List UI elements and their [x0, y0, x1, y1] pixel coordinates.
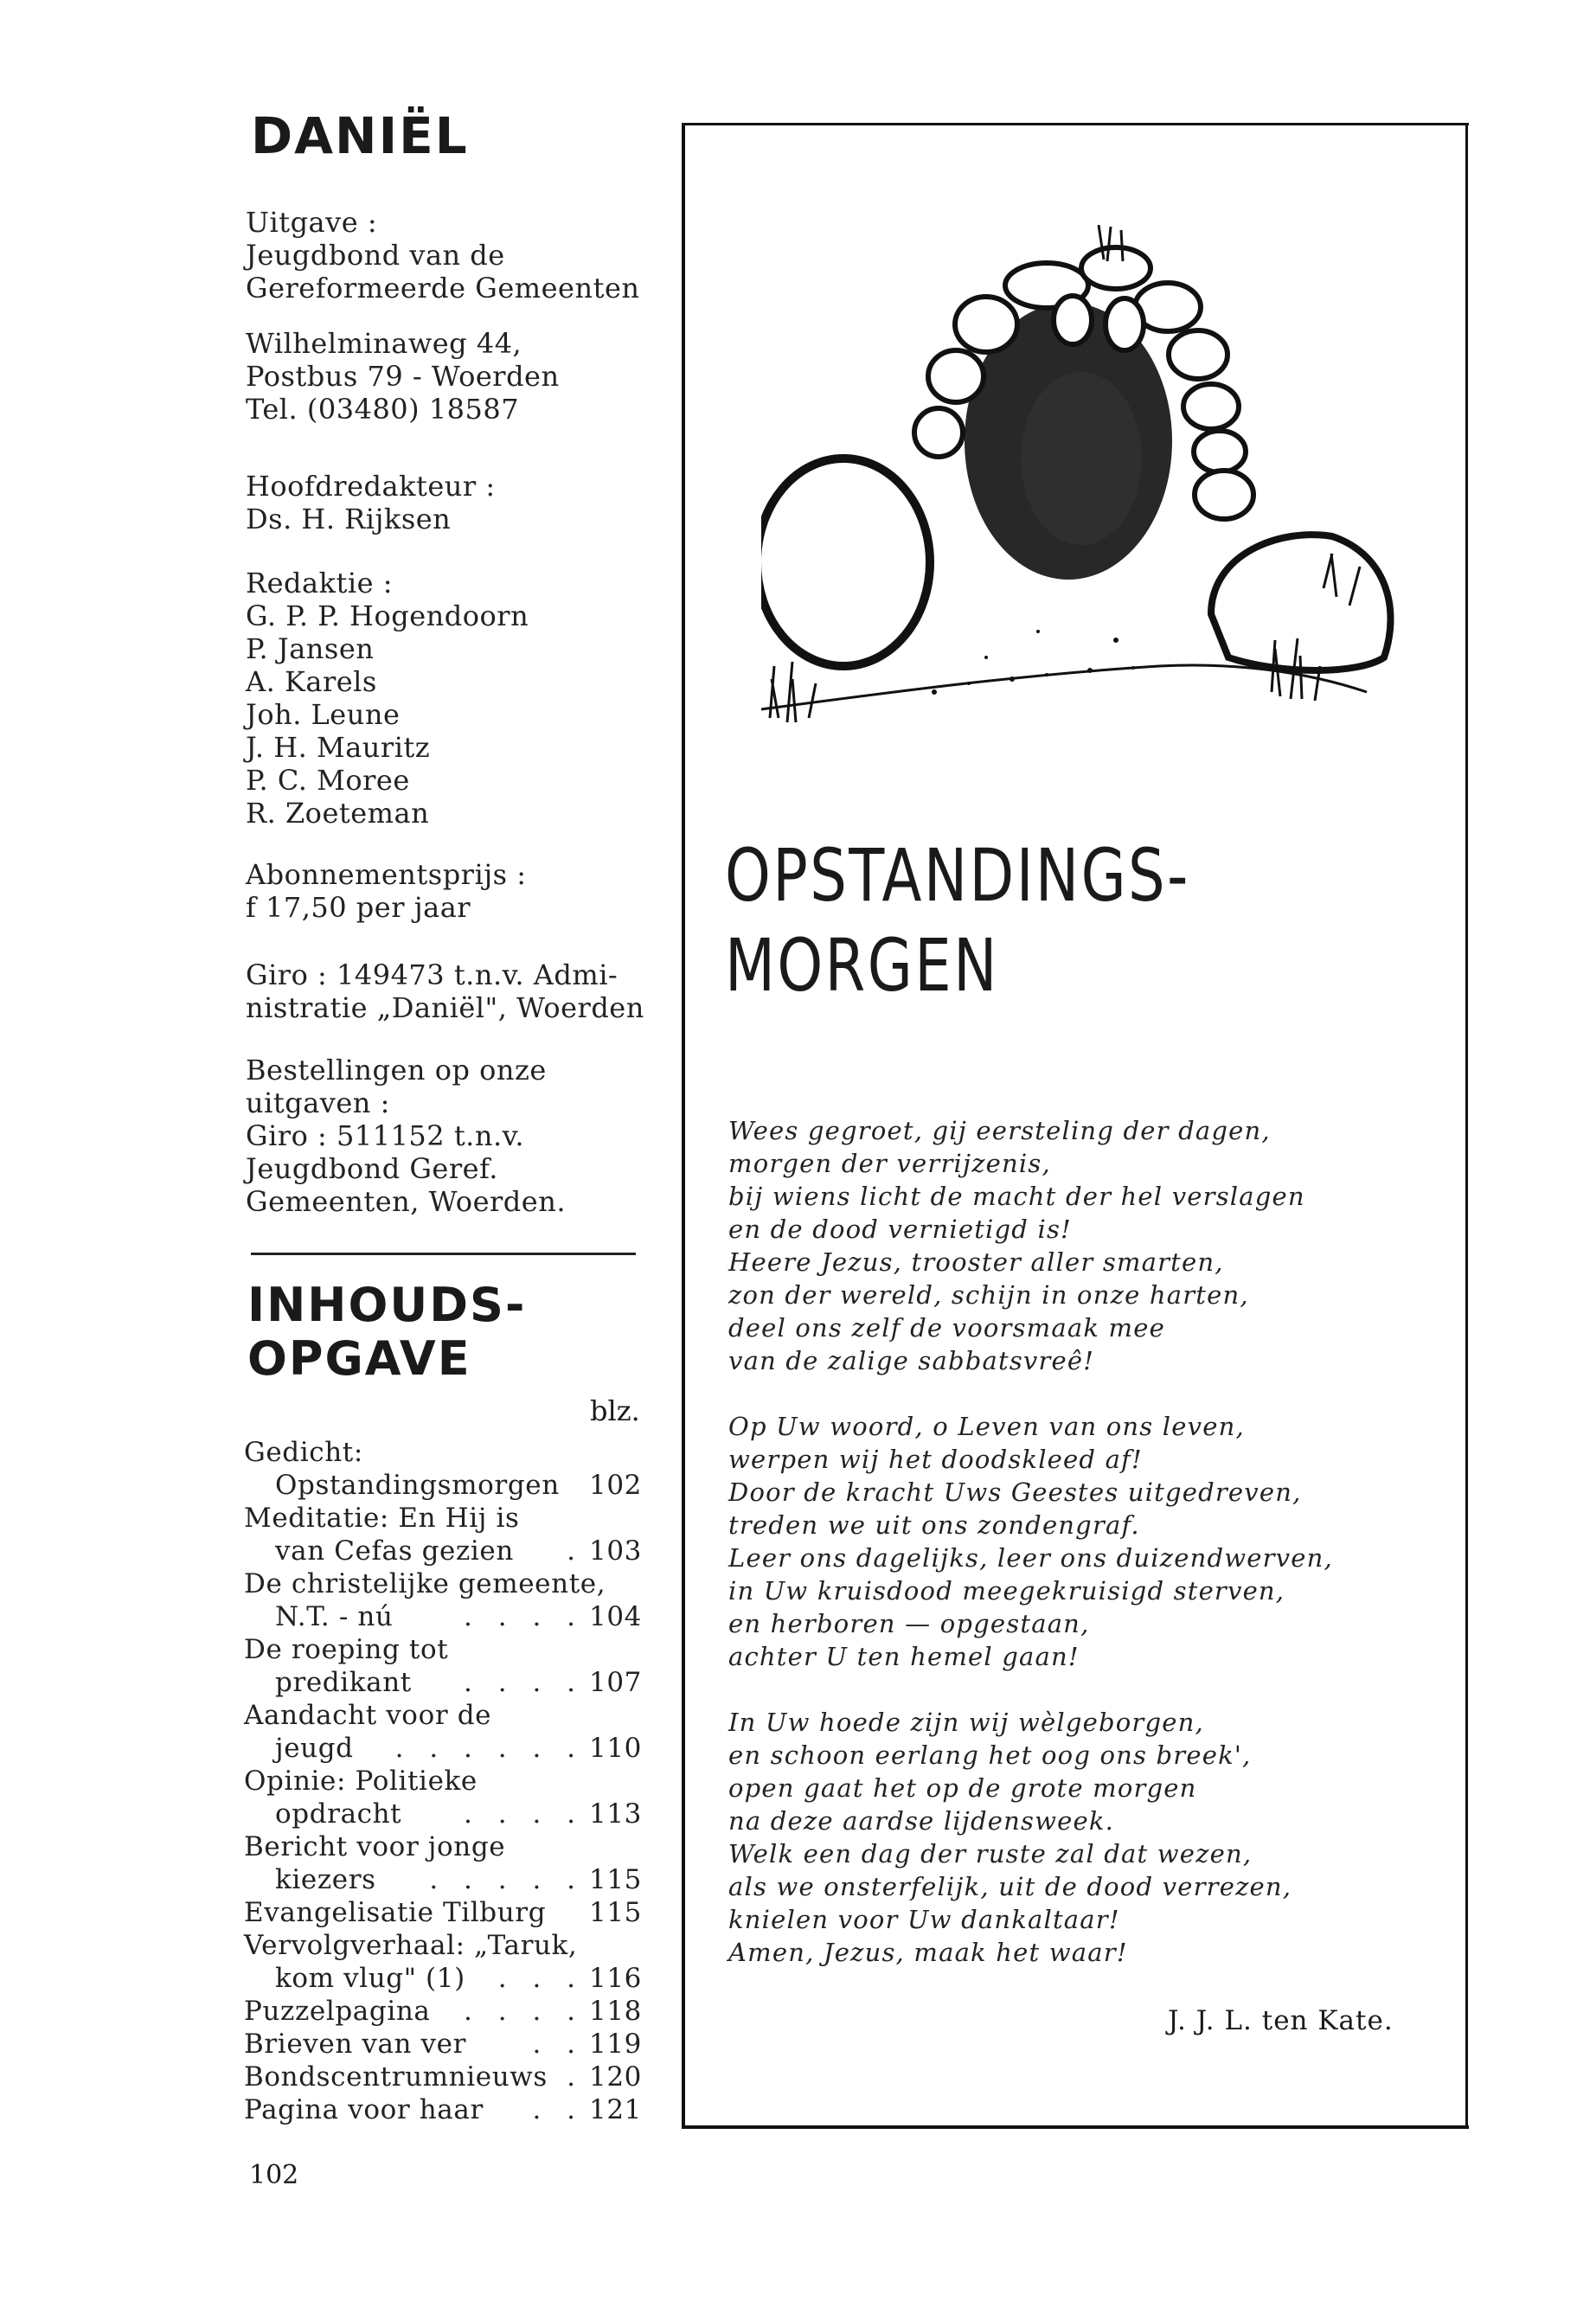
orders-line: uitgaven :	[246, 1086, 390, 1119]
subscription-price: f 17,50 per jaar	[246, 891, 471, 924]
poem-line: Heere Jezus, trooster aller smarten,	[728, 1247, 1224, 1277]
giro-line: nistratie „Daniël", Woerden	[246, 991, 644, 1024]
toc-entry-label: predikant	[275, 1667, 412, 1698]
toc-entry-label: Evangelisatie Tilburg	[244, 1897, 547, 1928]
empty-tomb-illustration	[761, 225, 1401, 761]
toc-entry-label: opdracht	[275, 1798, 402, 1830]
poem-line: en schoon eerlang het oog ons breek',	[728, 1740, 1252, 1770]
toc-page-column-label: blz.	[590, 1394, 640, 1427]
toc-leader-dots: . . . . . .	[394, 1733, 585, 1764]
poem-line: treden we uit ons zondengraf.	[728, 1510, 1140, 1540]
poem-line: werpen wij het doodskleed af!	[728, 1445, 1143, 1474]
toc-page-number: 115	[589, 1864, 642, 1895]
toc-list	[244, 1436, 642, 2126]
tomb-shadow	[1021, 372, 1142, 545]
boulder	[1211, 535, 1391, 670]
toc-page-number: 107	[589, 1667, 642, 1698]
address-line: Wilhelminaweg 44,	[246, 327, 522, 360]
poem-line: in Uw kruisdood meegekruisigd sterven,	[728, 1576, 1285, 1606]
toc-page-number: 116	[589, 1963, 642, 1994]
toc-leader-dots: . . . .	[464, 1667, 585, 1698]
toc-page-number: 119	[589, 2029, 642, 2060]
editorial-member: G. P. P. Hogendoorn	[246, 599, 529, 632]
toc-row	[244, 1535, 642, 1567]
orders-line: Jeugdbond Geref.	[246, 1152, 498, 1185]
toc-heading-line: OPGAVE	[247, 1331, 471, 1386]
poem-line: als we onsterfelijk, uit de dood verrezen,	[728, 1872, 1292, 1901]
toc-leader-dots	[560, 1469, 589, 1502]
toc-page-number: 102	[589, 1470, 642, 1501]
editorial-block	[246, 567, 529, 830]
toc-row	[244, 1600, 642, 1633]
toc-page-number: 110	[589, 1733, 642, 1764]
poem-stanza	[728, 1410, 1438, 1673]
poem-line: Amen, Jezus, maak het waar!	[728, 1938, 1128, 1967]
address-block	[246, 327, 560, 426]
chief-editor-name: Ds. H. Rijksen	[246, 503, 452, 535]
orders-line: Bestellingen op onze	[246, 1054, 547, 1086]
poem-title-line: MORGEN	[725, 923, 999, 1008]
toc-entry-title: Gedicht:	[244, 1437, 363, 1468]
toc-page-number: 120	[589, 2061, 642, 2093]
editorial-member: P. Jansen	[246, 632, 375, 665]
rolled-stone	[761, 458, 930, 666]
toc-entry-title: Meditatie: En Hij is	[244, 1503, 520, 1534]
toc-entry-title: Vervolgverhaal: „Taruk,	[244, 1930, 578, 1961]
toc-entry-label: van Cefas gezien	[275, 1535, 514, 1567]
toc-page-number: 121	[589, 2094, 642, 2125]
poem-line: na deze aardse lijdensweek.	[728, 1806, 1115, 1836]
toc-heading	[247, 1279, 526, 1386]
toc-entry-title: De christelijke gemeente,	[244, 1568, 606, 1599]
poem-stanza	[728, 1114, 1438, 1377]
toc-row	[244, 1732, 642, 1765]
toc-leader-dots: .	[567, 1535, 585, 1567]
toc-entry-label: kiezers	[275, 1864, 376, 1895]
toc-entry-label: Bondscentrumnieuws	[244, 2061, 548, 2093]
toc-page-number: 115	[589, 1897, 642, 1928]
poem-line: Wees gegroet, gij eersteling der dagen,	[728, 1116, 1271, 1145]
editorial-member: J. H. Mauritz	[246, 731, 431, 764]
editorial-member: A. Karels	[246, 665, 377, 698]
toc-page-number: 118	[589, 1996, 642, 2027]
poem-line: open gaat het op de grote morgen	[728, 1773, 1197, 1803]
poem-title-line: OPSTANDINGS-	[725, 833, 1190, 918]
toc-leader-dots: . . . .	[464, 1601, 585, 1632]
toc-entry-label: Brieven van ver	[244, 2029, 467, 2060]
toc-leader-dots: . . .	[497, 1963, 585, 1994]
poem-line: en herboren — opgestaan,	[728, 1609, 1090, 1638]
chief-editor-label: Hoofdredakteur :	[246, 470, 496, 503]
publisher-block	[246, 206, 639, 304]
toc-leader-dots: . . . . .	[429, 1864, 585, 1895]
poem-line: zon der wereld, schijn in onze harten,	[728, 1280, 1249, 1310]
poem-line: deel ons zelf de voorsmaak mee	[728, 1313, 1165, 1343]
toc-row	[244, 1863, 642, 1896]
editorial-member: R. Zoeteman	[246, 797, 430, 830]
toc-leader-dots: . .	[532, 2029, 585, 2060]
toc-row	[244, 2093, 642, 2126]
toc-row	[244, 2061, 642, 2093]
toc-page-number: 104	[589, 1601, 642, 1632]
toc-entry-label: N.T. - nú	[275, 1601, 394, 1632]
poem-line: en de dood vernietigd is!	[728, 1215, 1072, 1244]
toc-entry-title: Aandacht voor de	[244, 1700, 492, 1731]
poem-line: van de zalige sabbatsvreê!	[728, 1346, 1095, 1375]
orders-block	[246, 1054, 566, 1218]
toc-row	[244, 1962, 642, 1995]
toc-heading-line: INHOUDS-	[247, 1278, 527, 1332]
poem-body	[728, 1114, 1438, 2002]
chief-editor-block	[246, 470, 496, 535]
masthead-title: DANIËL	[251, 106, 469, 165]
toc-page-number: 113	[589, 1798, 642, 1830]
toc-entry-title: Opinie: Politieke	[244, 1766, 478, 1797]
poem-line: In Uw hoede zijn wij wèlgeborgen,	[728, 1708, 1204, 1737]
toc-row	[244, 1469, 642, 1502]
toc-page-number: 103	[589, 1535, 642, 1567]
publisher-label: Uitgave :	[246, 206, 378, 239]
toc-leader-dots: . . . .	[464, 1798, 585, 1830]
editorial-member: P. C. Moree	[246, 764, 410, 797]
toc-leader-dots: .	[567, 2061, 585, 2093]
poem-stanza	[728, 1706, 1438, 1969]
toc-entry-label: Puzzelpagina	[244, 1996, 431, 2027]
orders-line: Giro : 511152 t.n.v.	[246, 1119, 525, 1152]
address-line: Postbus 79 - Woerden	[246, 360, 560, 393]
poem-line: bij wiens licht de macht der hel verslagen	[728, 1182, 1305, 1211]
toc-row	[244, 1798, 642, 1830]
toc-row	[244, 2028, 642, 2061]
poem-line: Welk een dag der ruste zal dat wezen,	[728, 1839, 1253, 1868]
giro-block	[246, 958, 644, 1024]
poem-line: knielen voor Uw dankaltaar!	[728, 1905, 1120, 1934]
toc-entry-label: Opstandingsmorgen	[275, 1470, 560, 1501]
toc-leader-dots: . .	[532, 2094, 585, 2125]
toc-row	[244, 1995, 642, 2028]
address-line: Tel. (03480) 18587	[246, 393, 520, 426]
subscription-label: Abonnementsprijs :	[246, 858, 527, 891]
poem-line: achter U ten hemel gaan!	[728, 1642, 1080, 1671]
publisher-line: Jeugdbond van de	[246, 239, 505, 272]
toc-entry-label: jeugd	[275, 1733, 354, 1764]
frame-left-border	[682, 123, 685, 2128]
giro-line: Giro : 149473 t.n.v. Admi-	[246, 958, 619, 991]
subscription-block	[246, 858, 527, 924]
toc-leader-dots	[546, 1896, 589, 1929]
poem-line: morgen der verrijzenis,	[728, 1149, 1051, 1178]
poem-title	[725, 830, 1306, 1010]
toc-row	[244, 1666, 642, 1699]
toc-entry-label: Pagina voor haar	[244, 2094, 484, 2125]
editorial-label: Redaktie :	[246, 567, 393, 599]
toc-entry-title: De roeping tot	[244, 1634, 449, 1665]
poem-author: J. J. L. ten Kate.	[1168, 2005, 1394, 2036]
toc-leader-dots: . . . .	[464, 1996, 585, 2027]
frame-right-border	[1465, 123, 1468, 2128]
page-number: 102	[249, 2160, 299, 2190]
toc-entry-title: Bericht voor jonge	[244, 1831, 506, 1862]
toc-entry-label: kom vlug" (1)	[275, 1963, 465, 1994]
poem-line: Door de kracht Uws Geestes uitgedreven,	[728, 1477, 1302, 1507]
editorial-member: Joh. Leune	[246, 698, 401, 731]
poem-line: Leer ons dagelijks, leer ons duizendwerven,	[728, 1543, 1333, 1573]
toc-row	[244, 1896, 642, 1929]
frame-top-border	[682, 123, 1469, 125]
publisher-line: Gereformeerde Gemeenten	[246, 272, 640, 304]
orders-line: Gemeenten, Woerden.	[246, 1185, 566, 1218]
section-divider	[251, 1253, 636, 1255]
poem-line: Op Uw woord, o Leven van ons leven,	[728, 1412, 1245, 1441]
frame-bottom-border	[682, 2125, 1469, 2129]
